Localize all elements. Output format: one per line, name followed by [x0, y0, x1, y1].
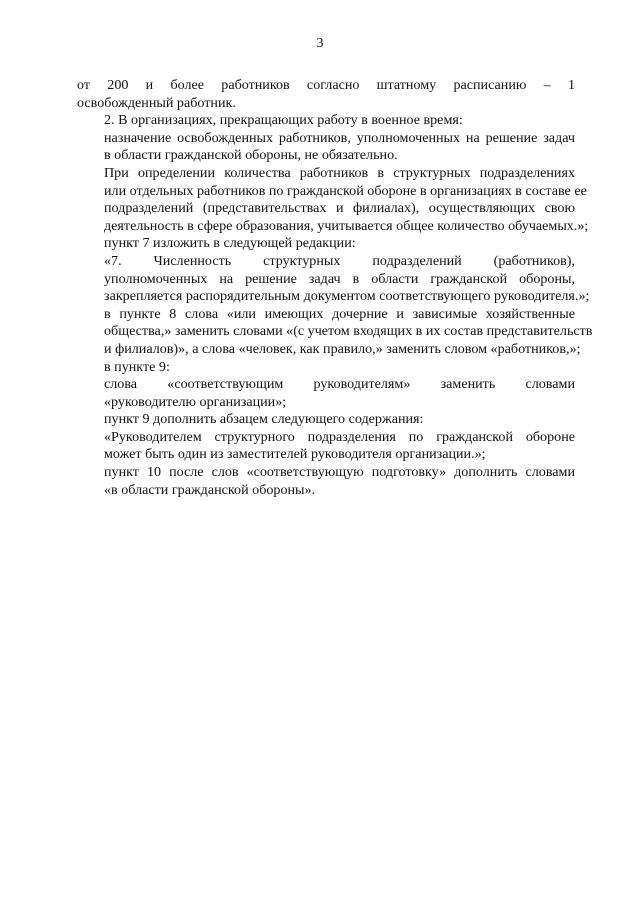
text-line: «7. Численность структурных подразделений (работников),: [104, 252, 575, 269]
paragraph: [77, 252, 590, 306]
text-line: и филиалов)», а слова «человек, как правило,» заменить словом «работников,»;: [104, 340, 581, 357]
paragraph: [77, 130, 575, 165]
text-line: может быть один из заместителей руководителя организации.»;: [104, 446, 486, 463]
paragraph: [77, 77, 575, 112]
paragraph: [77, 164, 589, 235]
text-line: от 200 и более работников согласно штатному расписанию – 1: [77, 77, 575, 93]
text-line: подразделений (представительствах и филиалах), осуществляющих свою: [104, 200, 575, 217]
text-line: «Руководителем структурного подразделения по гражданской обороне: [104, 428, 575, 445]
text-line: 2. В организациях, прекращающих работу в военное время:: [104, 112, 463, 129]
paragraph: [77, 112, 575, 130]
document-body: [77, 77, 593, 499]
text-line: При определении количества работников в структурных подразделениях: [104, 164, 575, 181]
paragraph: [77, 429, 575, 464]
text-line: или отдельных работников по гражданской обороне в организациях в составе ее: [104, 182, 587, 199]
text-line: пункт 9 дополнить абзацем следующего содержания:: [104, 411, 424, 428]
text-line: в области гражданской обороны, не обязательно.: [104, 147, 398, 164]
paragraph: [77, 235, 575, 253]
text-line: назначение освобожденных работников, уполномоченных на решение задач: [104, 129, 575, 146]
text-line: «в области гражданской обороны».: [104, 481, 316, 498]
page-number: 3: [316, 36, 324, 51]
text-line: в пункте 9:: [104, 358, 170, 375]
text-line: «руководителю организации»;: [104, 393, 287, 410]
paragraph: [77, 411, 575, 429]
text-line: освобожденный работник.: [77, 94, 236, 111]
paragraph: [77, 376, 575, 411]
paragraph: [77, 359, 575, 377]
text-line: пункт 7 изложить в следующей редакции:: [104, 235, 356, 252]
text-line: в пункте 8 слова «или имеющих дочерние и зависимые хозяйственные: [104, 305, 575, 322]
text-line: уполномоченных на решение задач в области гражданской обороны,: [104, 270, 575, 287]
text-line: деятельность в сфере образования, учитывается общее количество обучаемых.»;: [104, 217, 589, 234]
paragraph: [77, 464, 575, 499]
text-line: слова «соответствующим руководителям» заменить словами: [104, 376, 575, 393]
text-line: пункт 10 после слов «соответствующую подготовку» дополнить словами: [104, 464, 575, 481]
paragraph: [77, 305, 593, 359]
text-line: общества,» заменить словами «(с учетом входящих в их состав представительств: [104, 323, 593, 340]
text-line: закрепляется распорядительным документом соответствующего руководителя.»;: [104, 288, 590, 305]
